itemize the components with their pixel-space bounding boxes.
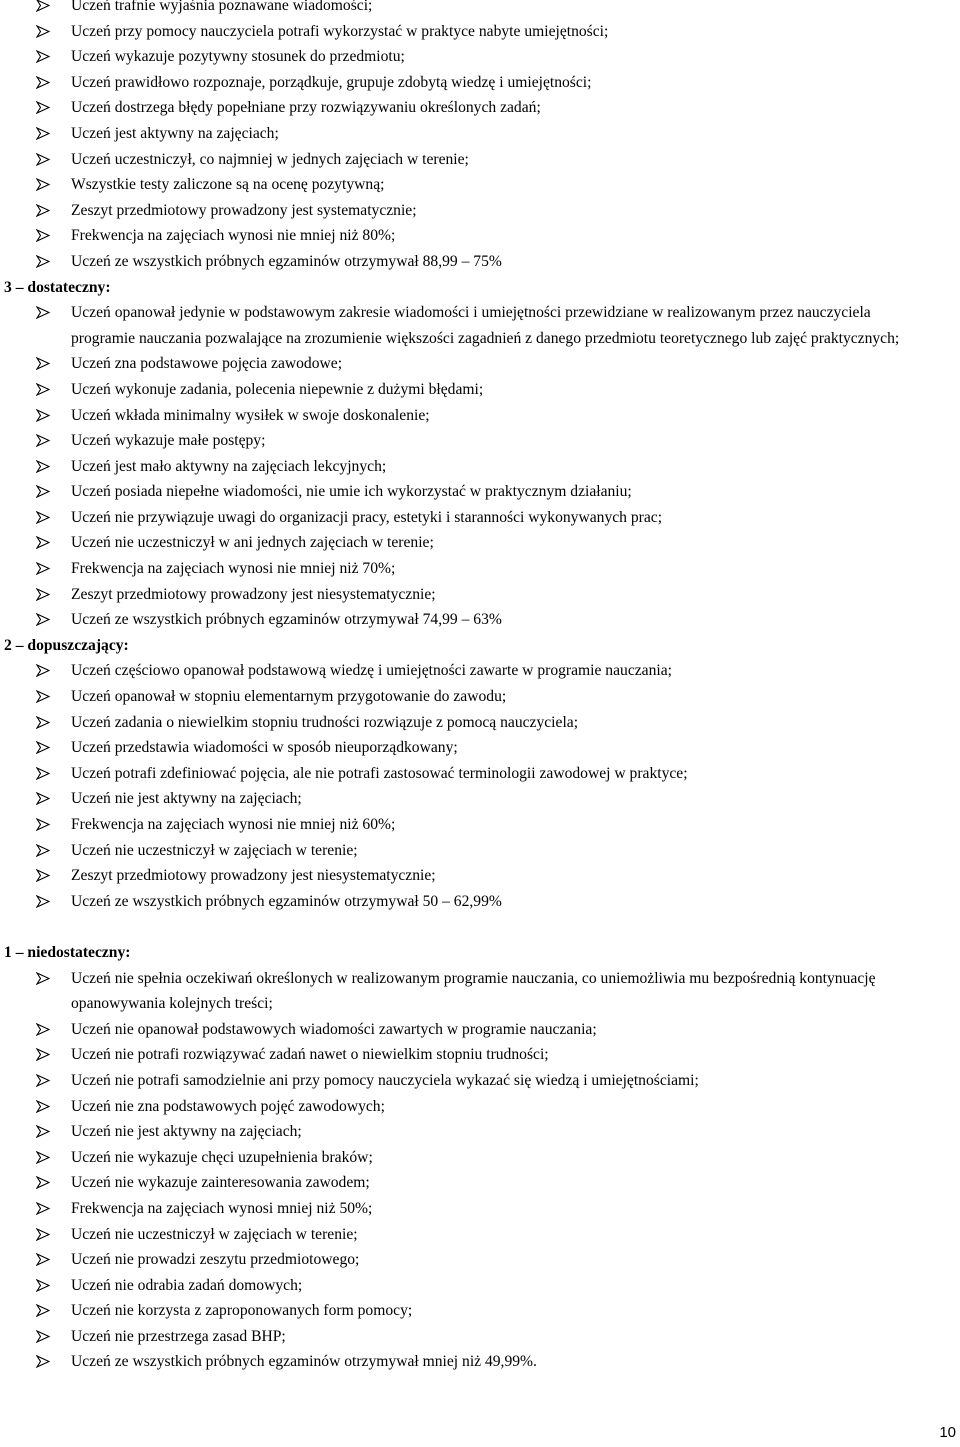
- list-item: [0, 658, 960, 684]
- arrowhead-bullet-icon: [36, 1068, 52, 1094]
- list-item: [0, 428, 960, 454]
- list-item: [0, 479, 960, 505]
- list-item: [0, 505, 960, 531]
- arrowhead-bullet-icon: [36, 1324, 52, 1350]
- list-item: [0, 1042, 960, 1068]
- list-item: [0, 300, 960, 351]
- list-item: [0, 863, 960, 889]
- arrowhead-bullet-icon: [36, 95, 52, 121]
- arrowhead-bullet-icon: [36, 1017, 52, 1043]
- list-item-text: Uczeń częściowo opanował podstawową wiedzę i umiejętności zawarte w programie nauczania;: [71, 662, 672, 680]
- list-item: [0, 377, 960, 403]
- section-spacer: [0, 914, 960, 940]
- list-item: [0, 95, 960, 121]
- list-item-text: Wszystkie testy zaliczone są na ocenę pozytywną;: [71, 176, 385, 194]
- list-item-text: Uczeń zna podstawowe pojęcia zawodowe;: [71, 355, 343, 373]
- arrowhead-bullet-icon: [36, 684, 52, 710]
- list-item-text: Uczeń nie odrabia zadań domowych;: [71, 1276, 303, 1294]
- list-item: [0, 582, 960, 608]
- arrowhead-bullet-icon: [36, 530, 52, 556]
- list-item: [0, 403, 960, 429]
- list-item-text: Uczeń prawidłowo rozpoznaje, porządkuje, grupuje zdobytą wiedzę i umiejętności;: [71, 73, 592, 91]
- intro-criteria-list: [0, 0, 960, 275]
- arrowhead-bullet-icon: [36, 556, 52, 582]
- list-item-text: Uczeń przy pomocy nauczyciela potrafi wykorzystać w praktyce nabyte umiejętności;: [71, 22, 609, 40]
- list-item: [0, 838, 960, 864]
- section-heading-dostateczny: 3 – dostateczny:: [4, 278, 111, 296]
- list-item-text: Uczeń dostrzega błędy popełniane przy rozwiązywaniu określonych zadań;: [71, 99, 541, 117]
- arrowhead-bullet-icon: [36, 1247, 52, 1273]
- arrowhead-bullet-icon: [36, 1298, 52, 1324]
- arrowhead-bullet-icon: [36, 1170, 52, 1196]
- arrowhead-bullet-icon: [36, 786, 52, 812]
- list-item-text: Uczeń nie jest aktywny na zajęciach;: [71, 1123, 302, 1141]
- list-item-text: Uczeń nie przywiązuje uwagi do organizacji pracy, estetyki i staranności wykonywanych prac;: [71, 508, 663, 526]
- section-heading-dopuszczajacy: 2 – dopuszczający:: [4, 636, 129, 654]
- arrowhead-bullet-icon: [36, 121, 52, 147]
- list-item: [0, 761, 960, 787]
- list-item-text: Uczeń jest mało aktywny na zajęciach lekcyjnych;: [71, 457, 387, 475]
- list-item: [0, 44, 960, 70]
- list-item: [0, 786, 960, 812]
- list-item-text: Uczeń potrafi zdefiniować pojęcia, ale nie potrafi zastosować terminologii zawodowej w praktyce;: [71, 764, 688, 782]
- list-item-text: Uczeń nie potrafi samodzielnie ani przy pomocy nauczyciela wykazać się wiedzą i umiejętnościami;: [71, 1071, 699, 1089]
- list-item: [0, 1170, 960, 1196]
- list-item: [0, 1298, 960, 1324]
- list-item-text: Uczeń nie opanował podstawowych wiadomości zawartych w programie nauczania;: [71, 1020, 597, 1038]
- list-item-text: Zeszyt przedmiotowy prowadzony jest systematycznie;: [71, 201, 417, 219]
- list-item-text: Uczeń przedstawia wiadomości w sposób nieuporządkowany;: [71, 739, 458, 757]
- list-item-text: Uczeń wykazuje pozytywny stosunek do przedmiotu;: [71, 48, 405, 66]
- list-item-text: Uczeń nie uczestniczył w zajęciach w terenie;: [71, 841, 358, 859]
- list-item: [0, 249, 960, 275]
- list-item-text: Uczeń nie potrafi rozwiązywać zadań nawet o niewielkim stopniu trudności;: [71, 1046, 549, 1064]
- list-item: [0, 684, 960, 710]
- arrowhead-bullet-icon: [36, 479, 52, 505]
- list-item-text: Zeszyt przedmiotowy prowadzony jest niesystematycznie;: [71, 867, 436, 885]
- list-item: [0, 1222, 960, 1248]
- arrowhead-bullet-icon: [36, 1119, 52, 1145]
- list-item-text: Frekwencja na zajęciach wynosi nie mniej niż 60%;: [71, 816, 396, 833]
- list-item: [0, 1145, 960, 1171]
- list-item-text: Uczeń ze wszystkich próbnych egzaminów otrzymywał 50 – 62,99%: [71, 892, 502, 910]
- criteria-list-dopuszczajacy: [0, 658, 960, 914]
- arrowhead-bullet-icon: [36, 710, 52, 736]
- arrowhead-bullet-icon: [36, 838, 52, 864]
- list-item: [0, 1247, 960, 1273]
- arrowhead-bullet-icon: [36, 1094, 52, 1120]
- list-item-text: Uczeń nie prowadzi zeszytu przedmiotowego;: [71, 1251, 360, 1269]
- list-item: [0, 812, 960, 838]
- arrowhead-bullet-icon: [36, 403, 52, 429]
- arrowhead-bullet-icon: [36, 812, 52, 838]
- arrowhead-bullet-icon: [36, 966, 52, 992]
- arrowhead-bullet-icon: [36, 761, 52, 787]
- arrowhead-bullet-icon: [36, 735, 52, 761]
- list-item-text: Frekwencja na zajęciach wynosi nie mniej niż 70%;: [71, 560, 396, 578]
- list-item: [0, 1273, 960, 1299]
- list-item-text: Uczeń jest aktywny na zajęciach;: [71, 124, 279, 142]
- list-item: [0, 121, 960, 147]
- section-heading-niedostateczny: 1 – niedostateczny:: [4, 943, 131, 961]
- section-dostateczny: [0, 275, 960, 633]
- list-item: [0, 19, 960, 45]
- arrowhead-bullet-icon: [36, 0, 52, 19]
- list-item: [0, 1094, 960, 1120]
- list-item-text: Uczeń nie korzysta z zaproponowanych form pomocy;: [71, 1302, 413, 1320]
- arrowhead-bullet-icon: [36, 1145, 52, 1171]
- list-item: [0, 198, 960, 224]
- list-item-text: Zeszyt przedmiotowy prowadzony jest niesystematycznie;: [71, 585, 436, 603]
- list-item: [0, 351, 960, 377]
- list-item: [0, 1349, 960, 1375]
- list-item: [0, 1017, 960, 1043]
- arrowhead-bullet-icon: [36, 44, 52, 70]
- page-number: 10: [939, 1424, 956, 1441]
- arrowhead-bullet-icon: [36, 505, 52, 531]
- list-item: [0, 1068, 960, 1094]
- list-item: [0, 0, 960, 19]
- list-item: [0, 147, 960, 173]
- list-item: [0, 530, 960, 556]
- arrowhead-bullet-icon: [36, 172, 52, 198]
- list-item-text: Uczeń posiada niepełne wiadomości, nie umie ich wykorzystać w praktycznym działaniu;: [71, 483, 632, 501]
- list-item-text: Uczeń opanował w stopniu elementarnym przygotowanie do zawodu;: [71, 688, 507, 706]
- list-item-text: Uczeń opanował jedynie w podstawowym zakresie wiadomości i umiejętności przewidziane w realizowanym przez nauczyciela programie nauczania pozwalające na zrozumienie większości zagadnień z danego przedmiotu teoretycznego lub zajęć praktycznych;: [71, 304, 900, 347]
- list-item: [0, 735, 960, 761]
- list-item-text: Uczeń ze wszystkich próbnych egzaminów otrzymywał 88,99 – 75%: [71, 252, 502, 270]
- list-item-text: Uczeń nie zna podstawowych pojęć zawodowych;: [71, 1097, 385, 1115]
- list-item-text: Uczeń ze wszystkich próbnych egzaminów otrzymywał mniej niż 49,99%.: [71, 1353, 537, 1371]
- list-item-text: Frekwencja na zajęciach wynosi mniej niż 50%;: [71, 1199, 373, 1217]
- list-item-text: Uczeń nie uczestniczył w ani jednych zajęciach w terenie;: [71, 534, 434, 552]
- list-item: [0, 607, 960, 633]
- list-item-text: Uczeń nie wykazuje chęci uzupełnienia braków;: [71, 1148, 373, 1166]
- arrowhead-bullet-icon: [36, 198, 52, 224]
- list-item: [0, 1324, 960, 1350]
- section-niedostateczny: [0, 940, 960, 1375]
- list-item: [0, 454, 960, 480]
- list-item-text: Uczeń nie jest aktywny na zajęciach;: [71, 790, 302, 808]
- arrowhead-bullet-icon: [36, 1349, 52, 1375]
- list-item-text: Uczeń nie przestrzega zasad BHP;: [71, 1327, 286, 1345]
- arrowhead-bullet-icon: [36, 454, 52, 480]
- list-item: [0, 966, 960, 1017]
- arrowhead-bullet-icon: [36, 19, 52, 45]
- list-item: [0, 889, 960, 915]
- arrowhead-bullet-icon: [36, 377, 52, 403]
- arrowhead-bullet-icon: [36, 582, 52, 608]
- list-item-text: Uczeń wykonuje zadania, polecenia niepewnie z dużymi błędami;: [71, 380, 484, 398]
- list-item-text: Uczeń wykazuje małe postępy;: [71, 432, 266, 450]
- list-item-text: Frekwencja na zajęciach wynosi nie mniej niż 80%;: [71, 227, 396, 245]
- list-item: [0, 70, 960, 96]
- section-dopuszczajacy: [0, 633, 960, 915]
- list-item: [0, 1196, 960, 1222]
- criteria-list-niedostateczny: [0, 966, 960, 1376]
- arrowhead-bullet-icon: [36, 223, 52, 249]
- arrowhead-bullet-icon: [36, 889, 52, 915]
- arrowhead-bullet-icon: [36, 428, 52, 454]
- list-item-text: Uczeń zadania o niewielkim stopniu trudności rozwiązuje z pomocą nauczyciela;: [71, 713, 579, 731]
- list-item: [0, 172, 960, 198]
- list-item: [0, 1119, 960, 1145]
- list-item-text: Uczeń ze wszystkich próbnych egzaminów otrzymywał 74,99 – 63%: [71, 611, 502, 629]
- arrowhead-bullet-icon: [36, 249, 52, 275]
- list-item-text: Uczeń nie spełnia oczekiwań określonych w realizowanym programie nauczania, co uniemożliwia mu bezpośrednią kontynuację opanowywania kolejnych treści;: [71, 969, 876, 1013]
- arrowhead-bullet-icon: [36, 70, 52, 96]
- list-item-text: Uczeń wkłada minimalny wysiłek w swoje doskonalenie;: [71, 406, 430, 424]
- arrowhead-bullet-icon: [36, 658, 52, 684]
- arrowhead-bullet-icon: [36, 147, 52, 173]
- arrowhead-bullet-icon: [36, 1273, 52, 1299]
- list-item-text: Uczeń uczestniczył, co najmniej w jednych zajęciach w terenie;: [71, 150, 469, 168]
- list-item-text: Uczeń trafnie wyjaśnia poznawane wiadomości;: [71, 0, 373, 14]
- arrowhead-bullet-icon: [36, 1042, 52, 1068]
- list-item-text: Uczeń nie uczestniczył w zajęciach w terenie;: [71, 1225, 358, 1243]
- arrowhead-bullet-icon: [36, 607, 52, 633]
- list-item: [0, 556, 960, 582]
- list-item-text: Uczeń nie wykazuje zainteresowania zawodem;: [71, 1174, 370, 1192]
- arrowhead-bullet-icon: [36, 1222, 52, 1248]
- arrowhead-bullet-icon: [36, 863, 52, 889]
- arrowhead-bullet-icon: [36, 300, 52, 326]
- criteria-list-dostateczny: [0, 300, 960, 633]
- arrowhead-bullet-icon: [36, 1196, 52, 1222]
- list-item: [0, 710, 960, 736]
- arrowhead-bullet-icon: [36, 351, 52, 377]
- list-item: [0, 223, 960, 249]
